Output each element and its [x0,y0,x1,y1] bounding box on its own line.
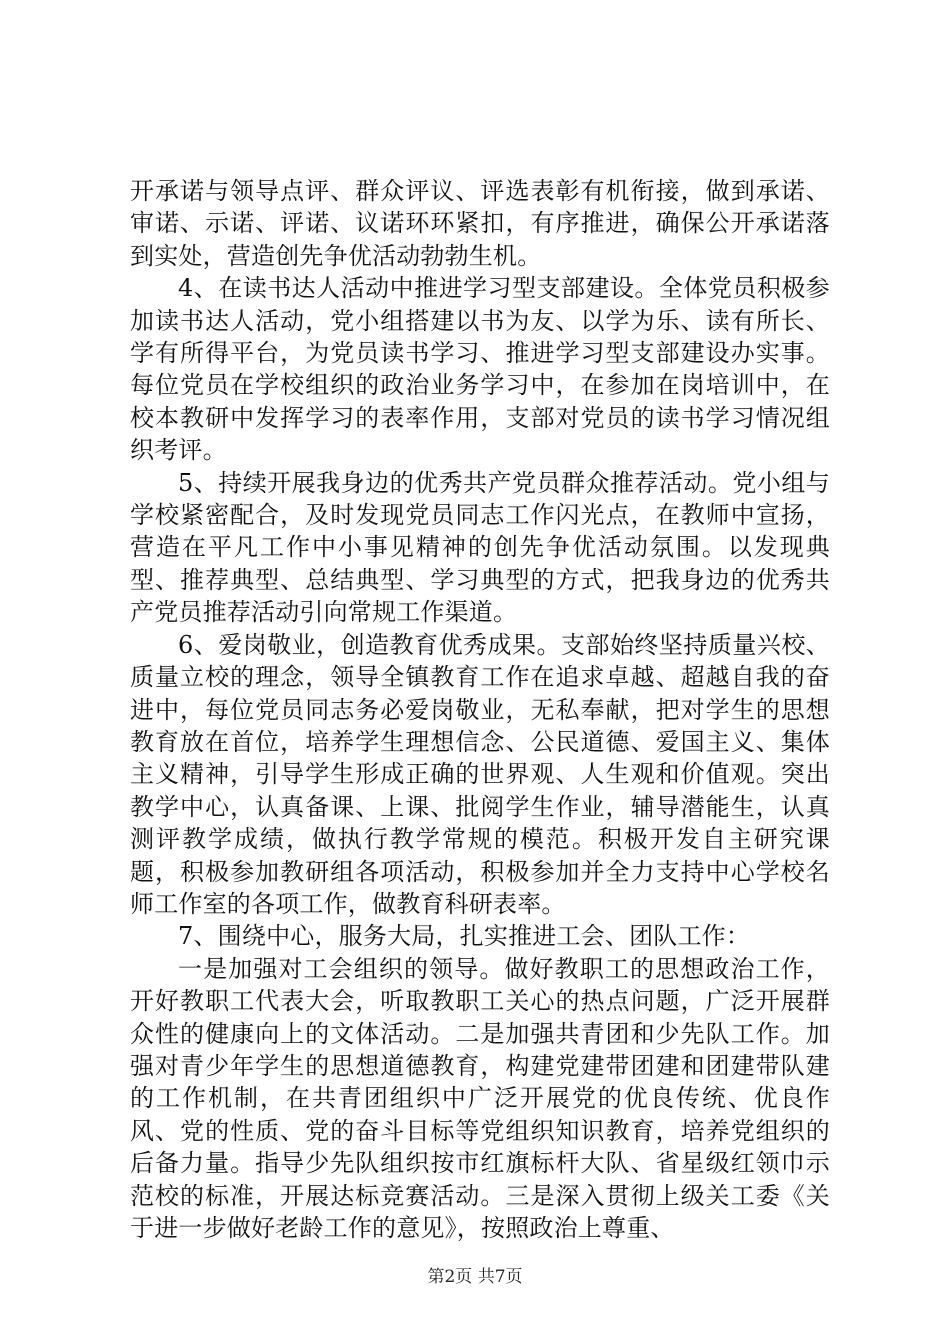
paragraph-continuation: 开承诺与领导点评、群众评议、评选表彰有机衔接，做到承诺、审诺、示诺、评诺、议诺环环紧扣，有序推进，确保公开承诺落到实处，营造创先争优活动勃勃生机。 [130,177,830,270]
paragraph-item-5: 5、持续开展我身边的优秀共产党员群众推荐活动。党小组与学校紧密配合，及时发现党员同志工作闪光点，在教师中宣扬，营造在平凡工作中小事见精神的创先争优活动氛围。以发现典型、推荐典型、总结典型、学习典型的方式，把我身边的优秀共产党员推荐活动引向常规工作渠道。 [130,468,830,627]
page-footer: 第2页 共7页 [427,1267,523,1287]
document-body [130,175,830,1244]
paragraph-item-6: 6、爱岗敬业，创造教育优秀成果。支部始终坚持质量兴校、质量立校的理念，领导全镇教育工作在追求卓越、超越自我的奋进中，每位党员同志务必爱岗敬业，无私奉献，把对学生的思想教育放在首位，培养学生理想信念、公民道德、爱国主义、集体主义精神，引导学生形成正确的世界观、人生观和价值观。突出教学中心，认真备课、上课、批阅学生作业，辅导潜能生，认真测评教学成绩，做执行教学常规的模范。积极开发自主研究课题，积极参加教研组各项活动，积极参加并全力支持中心学校名师工作室的各项工作，做教育科研表率。 [130,630,830,918]
paragraph-item-7-detail: 一是加强对工会组织的领导。做好教职工的思想政治工作，开好教职工代表大会，听取教职工关心的热点问题，广泛开展群众性的健康向上的文体活动。二是加强共青团和少先队工作。加强对青少年学生的思想道德教育，构建党建带团建和团建带队建的工作机制，在共青团组织中广泛开展党的优良传统、优良作风、党的性质、党的奋斗目标等党组织知识教育，培养党组织的后备力量。指导少先队组织按市红旗标杆大队、省星级红领巾示范校的标准，开展达标竞赛活动。三是深入贯彻上级关工委《关于进一步做好老龄工作的意见》，按照政治上尊重、 [130,954,830,1242]
paragraph-item-7: 7、围绕中心，服务大局，扎实推进工会、团队工作： [178,922,751,951]
paragraph-item-4: 4、在读书达人活动中推进学习型支部建设。全体党员积极参加读书达人活动，党小组搭建以书为友、以学为乐、读有所长、学有所得平台，为党员读书学习、推进学习型支部建设办实事。每位党员在学校组织的政治业务学习中，在参加在岗培训中，在校本教研中发挥学习的表率作用，支部对党员的读书学习情况组织考评。 [130,274,830,465]
